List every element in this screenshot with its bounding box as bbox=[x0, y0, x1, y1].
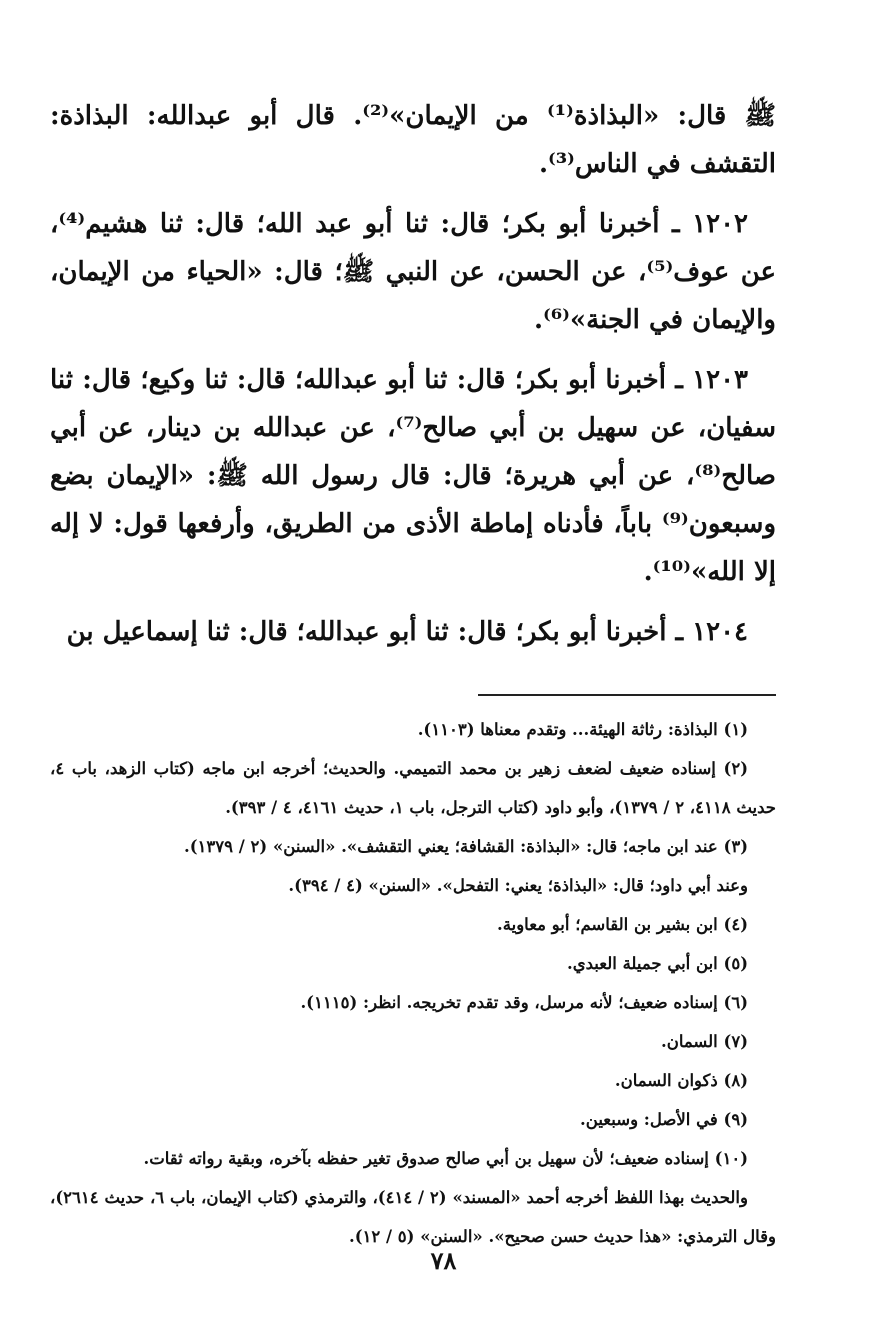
footnotes bbox=[50, 710, 776, 1256]
footnote-9: (٩) في الأصل: وسبعين. bbox=[580, 1110, 748, 1129]
page-body bbox=[50, 92, 776, 1256]
main-paragraph-continuation: ﷺ قال: «البذاذة⁽¹⁾ من الإيمان»⁽²⁾. قال أبو عبدالله: البذاذة: التقشف في الناس⁽³⁾. bbox=[50, 101, 776, 179]
footnote-2: (٢) إسناده ضعيف لضعف زهير بن محمد التميمي. والحديث؛ أخرجه ابن ماجه (كتاب الزهد، باب ٤، حديث ٤١١٨، ٢ / ١٣٧٩)، وأبو داود (كتاب الترجل، باب ١، حديث ٤١٦١، ٤ / ٣٩٣). bbox=[50, 759, 776, 817]
main-text bbox=[50, 92, 776, 656]
footnote-6: (٦) إسناده ضعيف؛ لأنه مرسل، وقد تقدم تخريجه. انظر: (١١١٥). bbox=[300, 993, 748, 1012]
page-number: ٧٨ bbox=[430, 1246, 457, 1275]
footnote-7: (٧) السمان. bbox=[661, 1032, 748, 1051]
hadith-1203: ١٢٠٣ ـ أخبرنا أبو بكر؛ قال: ثنا أبو عبدالله؛ قال: ثنا وكيع؛ قال: ثنا سفيان، عن سهيل بن أبي صالح⁽⁷⁾، عن عبدالله بن دينار، عن أبي صالح⁽⁸⁾، عن أبي هريرة؛ قال: قال رسول الله ﷺ: «الإيمان بضع وسبعون⁽⁹⁾ باباً، فأدناه إماطة الأذى من الطريق، وأرفعها قول: لا إله إلا الله»⁽¹⁰⁾. bbox=[50, 365, 776, 587]
footnote-5: (٥) ابن أبي جميلة العبدي. bbox=[566, 954, 748, 973]
footnote-3: (٣) عند ابن ماجه؛ قال: «البذاذة: القشافة؛ يعني التقشف». «السنن» (٢ / ١٣٧٩). bbox=[183, 837, 748, 856]
footnote-separator bbox=[478, 694, 776, 696]
footnote-4: (٤) ابن بشير بن القاسم؛ أبو معاوية. bbox=[497, 915, 748, 934]
footnote-10-continuation: والحديث بهذا اللفظ أخرجه أحمد «المسند» (٢ / ٤١٤)، والترمذي (كتاب الإيمان، باب ٦، حديث ٢٦١٤)، وقال الترمذي: «هذا حديث حسن صحيح». «السنن» (٥ / ١٢). bbox=[50, 1188, 776, 1246]
footnote-8: (٨) ذكوان السمان. bbox=[614, 1071, 748, 1090]
hadith-1204: ١٢٠٤ ـ أخبرنا أبو بكر؛ قال: ثنا أبو عبدالله؛ قال: ثنا إسماعيل بن bbox=[66, 617, 748, 647]
footnote-10: (١٠) إسناده ضعيف؛ لأن سهيل بن أبي صالح صدوق تغير حفظه بآخره، وبقية رواته ثقات. bbox=[143, 1149, 748, 1168]
footnote-3-continuation: وعند أبي داود؛ قال: «البذاذة؛ يعني: التفحل». «السنن» (٤ / ٣٩٤). bbox=[288, 876, 748, 895]
hadith-1202: ١٢٠٢ ـ أخبرنا أبو بكر؛ قال: ثنا أبو عبد الله؛ قال: ثنا هشيم⁽⁴⁾، عن عوف⁽⁵⁾، عن الحسن، عن النبي ﷺ؛ قال: «الحياء من الإيمان، والإيمان في الجنة»⁽⁶⁾. bbox=[50, 209, 777, 335]
footnote-1: (١) البذاذة: رثاثة الهيئة... وتقدم معناها (١١٠٣). bbox=[417, 720, 748, 739]
